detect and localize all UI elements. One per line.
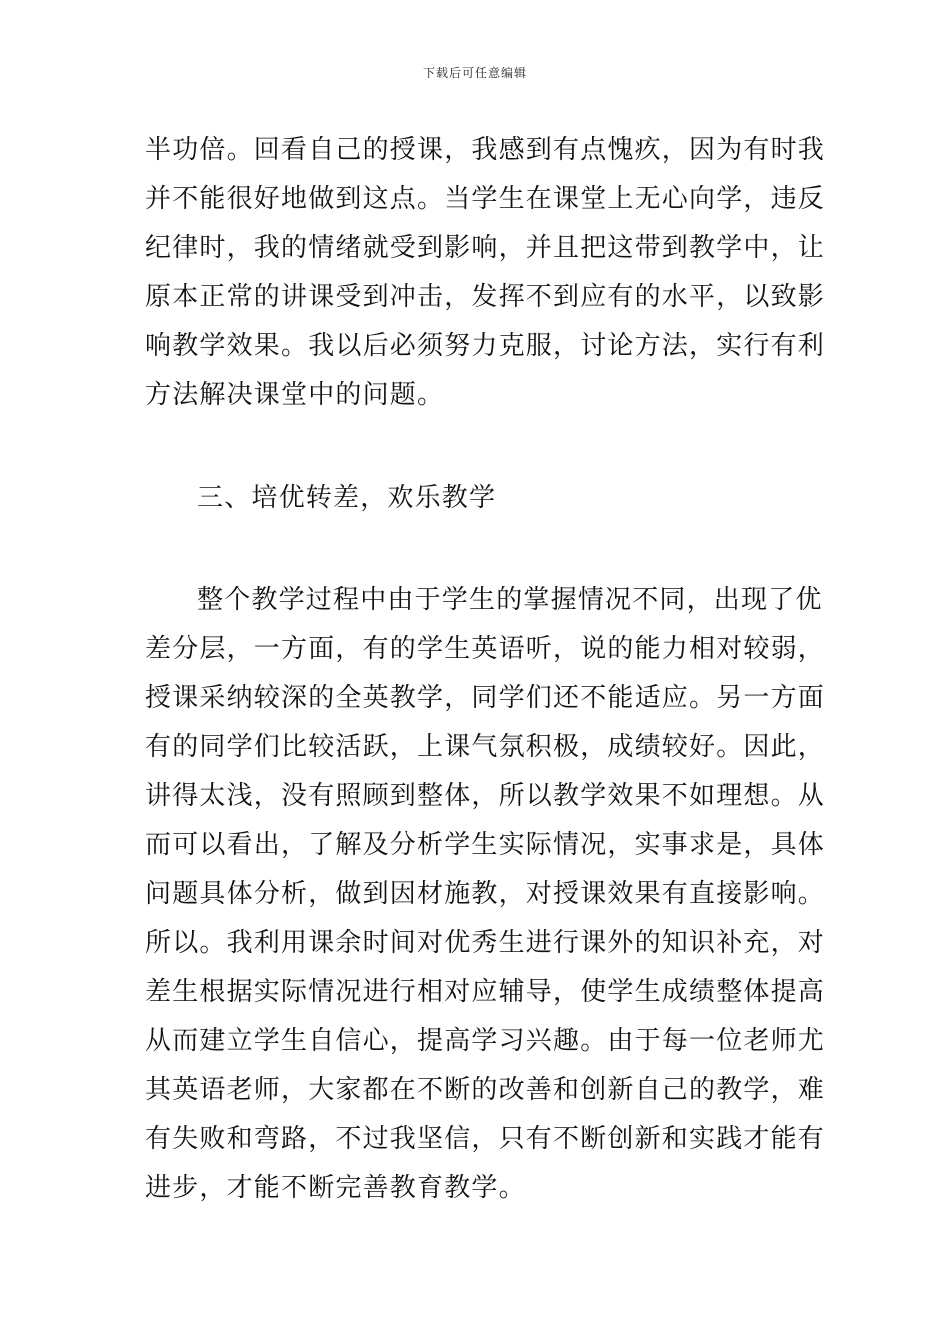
page-header: 下载后可任意编辑 xyxy=(422,66,527,80)
paragraph-line: 差分层，一方面，有的学生英语听，说的能力相对较弱， xyxy=(145,634,826,664)
paragraph-line: 有的同学们比较活跃，上课气氛积极，成绩较好。因此， xyxy=(145,732,826,762)
paragraph-line: 进步，才能不断完善教育教学。 xyxy=(145,1173,526,1203)
paragraph-line: 并不能很好地做到这点。当学生在课堂上无心向学，违反 xyxy=(145,184,826,214)
section-heading: 三、培优转差，欢乐教学 xyxy=(197,483,497,513)
paragraph-line: 讲得太浅，没有照顾到整体，所以教学效果不如理想。从 xyxy=(145,781,826,811)
paragraph-line: 所以。我利用课余时间对优秀生进行课外的知识补充，对 xyxy=(145,928,826,958)
paragraph-line: 半功倍。回看自己的授课，我感到有点愧疚，因为有时我 xyxy=(145,135,826,165)
paragraph-line: 而可以看出，了解及分析学生实际情况，实事求是，具体 xyxy=(145,830,826,860)
paragraph-line: 授课采纳较深的全英教学，同学们还不能适应。另一方面 xyxy=(145,683,826,713)
paragraph-line: 问题具体分析，做到因材施教，对授课效果有直接影响。 xyxy=(145,879,826,909)
paragraph-line: 从而建立学生自信心，提高学习兴趣。由于每一位老师尤 xyxy=(145,1026,826,1056)
paragraph-line: 响教学效果。我以后必须努力克服，讨论方法，实行有利 xyxy=(145,331,826,361)
paragraph-line: 差生根据实际情况进行相对应辅导，使学生成绩整体提高 xyxy=(145,977,826,1007)
paragraph-line: 纪律时，我的情绪就受到影响，并且把这带到教学中，让 xyxy=(145,233,826,263)
paragraph-line: 方法解决课堂中的问题。 xyxy=(145,380,445,410)
paragraph-line: 有失败和弯路，不过我坚信，只有不断创新和实践才能有 xyxy=(145,1124,826,1154)
paragraph-line: 原本正常的讲课受到冲击，发挥不到应有的水平，以致影 xyxy=(145,282,826,312)
paragraph-line: 其英语老师，大家都在不断的改善和创新自己的教学，难 xyxy=(145,1075,826,1105)
paragraph-line: 整个教学过程中由于学生的掌握情况不同，出现了优 xyxy=(197,585,823,615)
